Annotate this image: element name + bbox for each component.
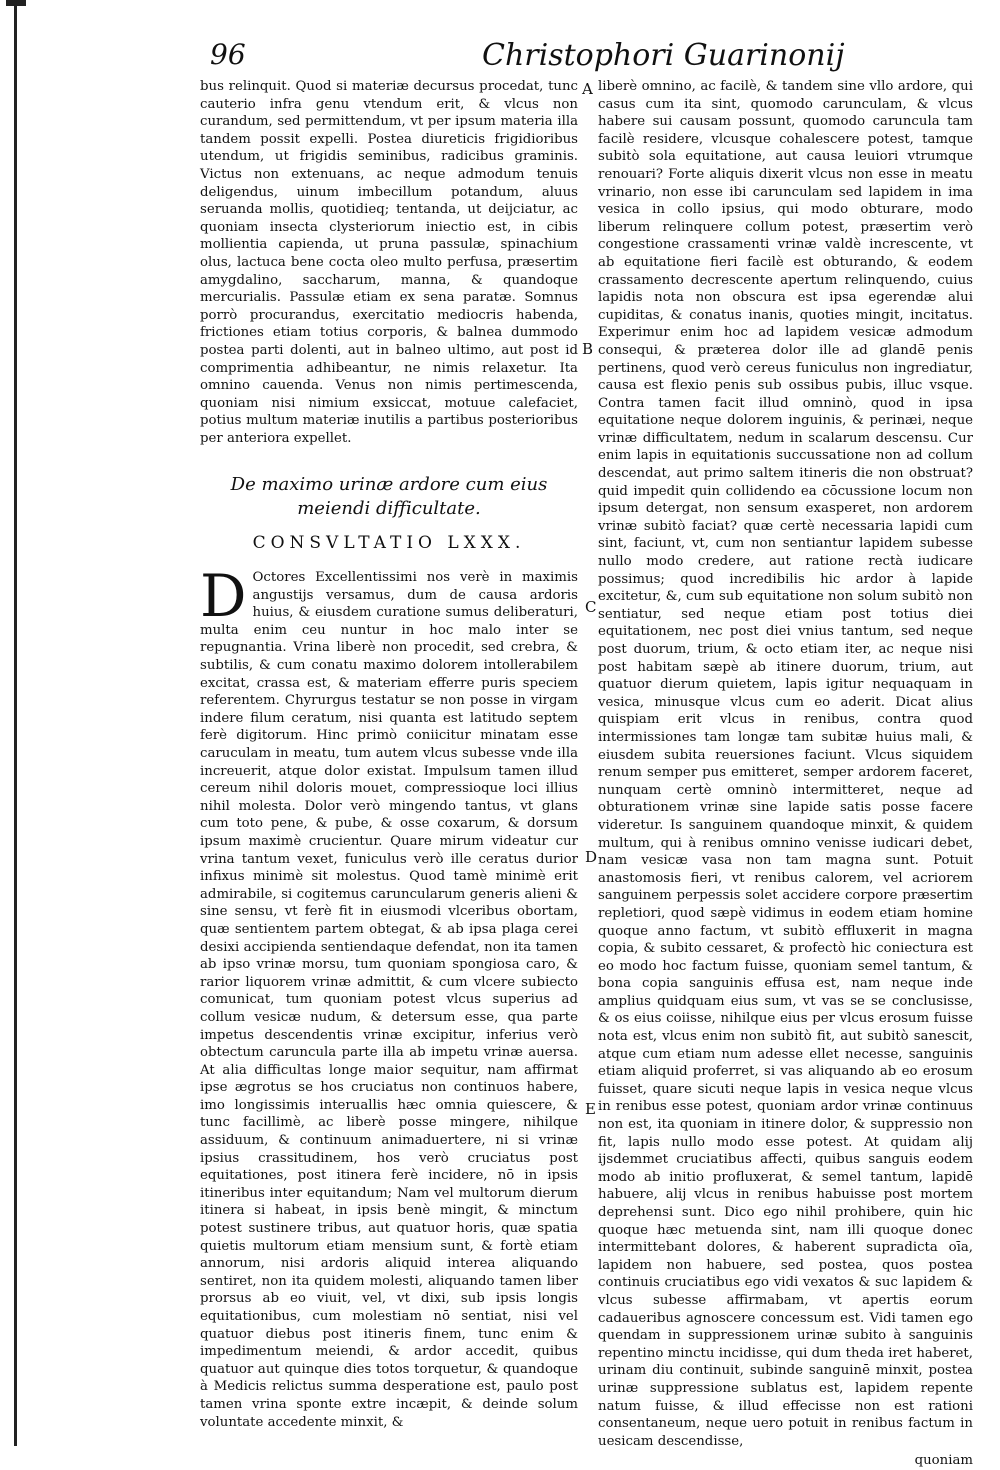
page-header <box>192 38 962 78</box>
margin-letter-e: E <box>585 1100 596 1118</box>
page-number: 96 <box>210 38 246 71</box>
left-column <box>200 78 578 1431</box>
consultation-body-text: Octores Excellentissimi nos verè in maximis angustijs versamus, dum de causa ardoris huius, & eiusdem curatione sumus deliberaturi, multa enim ceu nuntur in hoc malo inter se repugnantia. Vrina liberè non procedit, sed crebra, & subtilis, & cum conatu maximo dolorem intollerabilem excitat, crassa est, & materiam efferre puris speciem referentem. Chyrurgus testatur se non posse in virgam indere filum ceratum, nisi quanta est latitudo septem ferè digitorum. Hinc primò coniicitur minatam esse caruculam in meatu, tum autem vlcus subesse vnde illa increuerit, atque dolor existat. Impulsum tamen illud cereum nihil doloris mouet, compressioque loci illius nihil molesta. Dolor verò mingendo tantus, vt glans cum toto pene, & pube, & osse coxarum, & dorsum ipsum maximè crucientur. Quare mirum videatur cur vrina tantum vexet, funiculus verò ille ceratus durior infixus minimè sit molestus. Quod tamè minimè erit admirabile, si cogitemus caruncularum generis alieni & sine sensu, vt ferè fit in eiusmodi vlceribus obortam, quæ sentientem partem obtegat, & ab ipsa plaga cerei desixi accipienda sentiendaque defendat, non ita tamen ab ipso vrinæ morsu, tum quoniam spongiosa caro, & rarior liquorem vrinæ admittit, & cum vlcere subiecto comunicat, tum quoniam potest vlcus superius ad collum vesicæ nudum, & detersum esse, qua parte impetus descendentis vrinæ excipitur, inferius verò obtectum caruncula parte illa ab impetu vrinæ auersa. At alia difficultas longe maior sequitur, nam affirmat ipse ægrotus se hos cruciatus non continuos habere, imo longissimis interuallis hæc omnia quiescere, & tunc facillimè, ac liberè posse mingere, nihilque assiduum, & continuum animaduertere, ni si vrinæ ipsius crassitudinem, hos verò cruciatus post equitationes, post itinera ferè incidere, nō in ipsis itineribus inter equitandum; Nam vel multorum dierum itinera si habeat, in ipsis benè mingit, & minctum potest sustinere tribus, aut quatuor horis, quæ spatia quietis multorum etiam mensium sunt, & fortè etiam annorum, nisi ardoris aliquid interea aliquando sentiret, non ita quidem molesti, aliquando tamen liber prorsus ab eo viuit, vel, vt dixi, sub ipsis longis equitationibus, cum molestiam nō sentiat, nisi vel quatuor diebus post itineris finem, tunc enim & impedimentum meiendi, & ardor accedit, quibus quatuor aut quinque dies totos torquetur, & quandoque à Medicis relictus summa desperatione est, paulo post tamen vrina sponte extre incæpit, & deinde solum voluntate accedente minxit, & <box>200 570 578 1430</box>
consultation-body <box>200 562 578 1431</box>
section-title: De maximo urinæ ardore cum eius meiendi difficultate. <box>230 474 548 520</box>
consultation-heading: CONSVLTATIO LXXX. <box>252 533 526 554</box>
margin-letter-c: C <box>585 598 597 616</box>
right-column <box>598 78 973 1470</box>
right-column-text: liberè omnino, ac facilè, & tandem sine vllo ardore, qui casus cum ita sint, quomodo carunculam, & vlcus habere sui causam possunt, quomodo caruncula tam facilè residere, vlcusque cohalescere potest, tamque subitò sola equitatione, aut causa leuiori vtrumque renouari? Forte aliquis dixerit vlcus non esse in meatu vrinario, non esse ibi carunculam sed lapidem in ima vesica in collo ipsius, qui modo obturare, modo liberum relinquere collum potest, præsertim verò congestione crassamenti vrinæ valdè increscente, vt ab equitatione fieri facilè est obturando, & eodem crassamento decrescente apertum relinquendo, cuius lapidis nota non obscura est ipsa egerendæ alui cupiditas, & conatus inanis, quoties mingit, incitatus. Experimur enim hoc ad lapidem vesicæ admodum consequi, & præterea dolor ille ad glandē penis pertinens, quod verò cereus funiculus non ingrediatur, causa est flexio penis sub ossibus pubis, illuc vsque. Contra tamen facit illud omninò, quod in ipsa equitatione neque dolorem inguinis, & perinæi, neque vrinæ difficultatem, nedum in scalarum descensu. Cur enim lapis in equitationis succussatione non ad collum descendat, aut primo saltem itineris die non obstruat? quid impedit quin collidendo ea cōcussione locum non ipsum detergat, non sensum exasperet, non ardorem vrinæ subitò faciat? quæ certè necessaria lapidi cum sint, faciunt, vt, cum non sentiantur lapidem subesse nullo modo credere, aut ratione rectà iudicare possimus; quod incredibilis hic ardor à lapide excitetur, &, cum sub equitatione non solum subitò non sentiatur, sed neque etiam post totius diei equitationem, nec post diei vnius tantum, sed neque post duorum, trium, & octo etiam iter, ac neque nisi post habitam sæpè ab itinere duorum, trium, aut quatuor dierum quietem, lapis igitur nequaquam in vesica, minusque vlcus cum eo aderit. Dicat alius quispiam erit vlcus in renibus, contra quod intermissiones tam longæ tam subitæ huius mali, & eiusdem subita reuersiones faciunt. Vlcus siquidem renum semper pus emitteret, semper ardorem faceret, nunquam certè omninò intermitteret, neque ad obturationem vrinæ sine lapide satis posse facere videretur. Is sanguinem quandoque minxit, & quidem multum, qui à renibus omnino venisse iudicari debet, nam vesicæ vasa non tam magna sunt. Potuit anastomosis fieri, vt renibus calorem, vel acriorem sanguinem perpessis solet accidere corpore præsertim repletiori, quod sæpè vidimus in eodem etiam homine quoque anno factum, vt subitò effluxerit in magna copia, & subito cessaret, & profectò hic coniectura est eo modo hoc factum fuisse, quoniam semel tantum, & bona copia sanguinis effusa est, nam neque inde amplius quidquam eius sum, vt vas se se conclusisse, & os eius coiisse, nihilque eius per vlcus erosum fuisse nota est, vlcus enim non subitò fit, aut subitò sanescit, atque cum etiam num adesse ellet necesse, sanguinis etiam aliquid proferret, si vas aliquando ab eo erosum fuisset, quare sicuti neque lapis in vesica neque vlcus in renibus esse potest, quoniam ardor vrinæ continuus non est, ita quoniam in itinere dolor, & suppressio non fit, lapis nullo modo esse potest. At quidam alij ijsdemmet cruciatibus affecti, quibus sanguis eodem modo ab initio profluxerat, & semel tantum, lapidē habuere, alij vlcus in renibus habuisse post mortem deprehensi sunt. Dico ego nihil prohibere, quin hic quoque hæc metuenda sint, nam illi quoque donec intermittebant dolores, & haberent supradicta oīa, lapidem non habuere, sed postea, quos postea continuis cruciatibus ego vidi vexatos & suc lapidem & vlcus subesse affirmabam, vt apertis eorum cadaueribus agnoscere concessum est. Vidi tamen ego quendam in suppressionem urinæ subito à sanguinis repentino minctu incidisse, qui dum theda iret haberet, urinam diu continuit, subinde sanguinē minxit, postea urinæ suppressione sublatus est, lapidem repente natum fuisse, & illud effecisse non est rationi consentaneum, neque uero potuit in renibus factum in uesicam descendisse, <box>598 79 973 1449</box>
margin-letter-a: A <box>582 80 593 98</box>
drop-cap: D <box>200 562 247 631</box>
scan-edge-line <box>14 0 17 1446</box>
catchword: quoniam <box>914 1453 973 1469</box>
margin-letter-b: B <box>582 340 594 358</box>
left-intro-text: bus relinquit. Quod si materiæ decursus procedat, tunc cauterio infra genu vtendum erit, & vlcus non curandum, sed permittendum, vt per ipsum materia illa tandem possit expelli. Postea diureticis frigidioribus utendum, ut frigidis seminibus, radicibus graminis. Victus non extenuans, ac neque admodum tenuis deligendus, uinum imbecillum potandum, aluus seruanda mollis, quotidieq; tentanda, ut deijciatur, ac quoniam insecta clysteriorum iniectio est, in cibis mollientia capienda, ut pruna passulæ, spinachium olus, lactuca bene cocta oleo multo perfusa, præsertim amygdalino, saccharum, manna, & quandoque mercurialis. Passulæ etiam ex sena paratæ. Somnus porrò procurandus, exercitatio mediocris habenda, frictiones etiam totius corporis, & balnea dummodo postea parti dolenti, aut in balneo ultimo, aut post id comprimentia adhibeantur, ne nimis relaxetur. Ita omnino cauenda. Venus non nimis pertimescenda, quoniam nisi nimium exsiccat, motuue calefaciet, potius multum materiæ inutilis a partibus posterioribus per anteriora expellet. <box>200 79 578 446</box>
margin-letter-d: D <box>585 848 598 866</box>
running-head: Christophori Guarinonij <box>482 38 845 73</box>
